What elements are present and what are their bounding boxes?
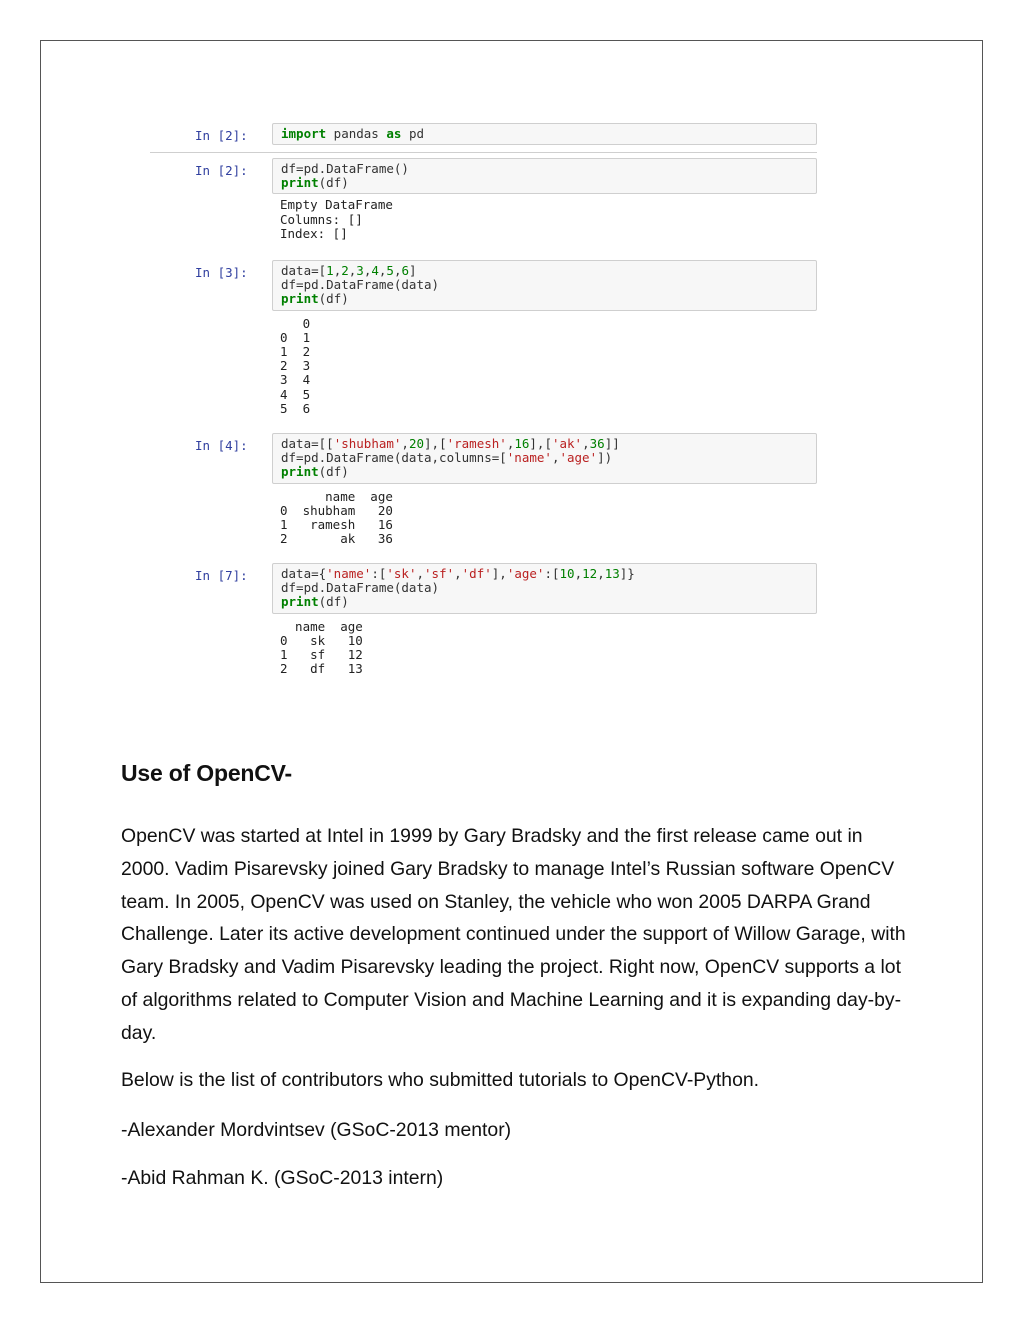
code-line (281, 176, 808, 190)
code-input (272, 260, 817, 311)
code-token: 'sf' (424, 566, 455, 581)
code-token: , (333, 263, 342, 278)
code-token: 20 (408, 436, 425, 451)
code-token: 'ak' (551, 436, 583, 451)
code-line (281, 292, 808, 306)
output-line: Empty DataFrame (280, 197, 393, 213)
output-line: 2 df 13 (280, 661, 363, 677)
code-token: df=pd.DataFrame(data) (281, 277, 440, 293)
code-token: 2 (341, 263, 349, 278)
code-line (281, 278, 808, 292)
code-line (281, 595, 808, 609)
code-token: 4 (371, 263, 379, 278)
code-token: :[ (371, 566, 387, 581)
code-token: , (597, 566, 605, 581)
code-token: , (454, 566, 462, 581)
output-line: 3 4 (280, 372, 311, 388)
code-token: 13 (604, 566, 620, 581)
code-token: , (416, 566, 425, 581)
page-border (40, 40, 983, 1283)
code-token: 'name' (326, 566, 372, 581)
code-token: , (401, 436, 409, 451)
output-line: 1 ramesh 16 (280, 517, 393, 532)
code-line (281, 465, 808, 479)
code-input (272, 563, 817, 614)
code-token: df=pd.DataFrame(data) (281, 580, 440, 596)
code-token: 'age' (559, 450, 598, 466)
code-token: print (281, 291, 319, 307)
output-line: 0 1 (280, 329, 311, 345)
output-line: 1 sf 12 (280, 647, 363, 662)
cell-prompt: In [3]: (195, 265, 248, 280)
code-token: pandas (326, 126, 387, 141)
contributor-item: -Alexander Mordvintsev (GSoC-2013 mentor) (121, 1119, 512, 1141)
code-token: (df) (318, 291, 349, 307)
output-line: 2 ak 36 (280, 531, 393, 547)
code-token: 3 (356, 263, 364, 278)
code-input (272, 123, 817, 145)
output-line: 4 5 (280, 386, 311, 402)
output-line: 1 2 (280, 344, 311, 359)
output-line: 0 sk 10 (280, 632, 363, 648)
output-line: name age (280, 618, 363, 634)
code-token: pd (401, 126, 425, 141)
code-line (281, 437, 808, 451)
code-token: 'name' (506, 450, 552, 466)
code-token: df=pd.DataFrame() (281, 161, 409, 176)
code-token: , (551, 450, 560, 466)
code-token: 36 (589, 436, 605, 451)
cell-prompt: In [4]: (195, 438, 248, 453)
body-paragraph: OpenCV was started at Intel in 1999 by Gary Bradsky and the first release came out in 2000. Vadim Pisarevsky joined Gary Bradsky to manage Intel’s Russian software OpenCV team. In 2005, OpenCV was used on Stanley, the vehicle who won 2005 DARPA Grand Challenge. Later its active development continued under the support of Willow Garage, with Gary Bradsky and Vadim Pisarevsky leading the project. Right now, OpenCV supports a lot of algorithms related to Computer Vision and Machine Learning and it is expanding day-by-day. (121, 825, 906, 1044)
code-token: ],[ (529, 436, 552, 451)
code-token: , (378, 263, 387, 278)
code-token: (df) (318, 175, 349, 191)
cell-output (280, 198, 393, 241)
output-line: Index: [] (280, 225, 348, 241)
code-line (281, 264, 808, 278)
code-token: , (363, 263, 372, 278)
code-line (281, 567, 808, 581)
code-token: 'shubham' (333, 436, 402, 451)
code-token: ], (491, 566, 507, 581)
code-input (272, 433, 817, 484)
code-line (281, 162, 808, 176)
section-heading: Use of OpenCV- (121, 760, 293, 786)
code-token: , (506, 436, 515, 451)
output-line: Columns: [] (280, 211, 363, 227)
cell-output (280, 317, 310, 416)
cell-prompt: In [7]: (195, 568, 248, 583)
code-token: 12 (582, 566, 598, 581)
output-line: 0 (280, 315, 311, 331)
code-token: (df) (318, 594, 349, 610)
code-token: 'sk' (386, 566, 417, 581)
code-token: 'df' (461, 566, 492, 581)
output-line: name age (280, 488, 393, 504)
code-token: 1 (326, 263, 334, 278)
code-token: print (281, 594, 319, 610)
code-token: ]} (619, 566, 635, 581)
code-token: , (393, 263, 402, 278)
cell-prompt: In [2]: (195, 128, 248, 143)
contributors-intro: Below is the list of contributors who submitted tutorials to OpenCV-Python. (121, 1069, 760, 1091)
code-token: print (281, 175, 319, 191)
code-line (281, 451, 808, 465)
code-token: 5 (386, 263, 394, 278)
code-token: ]) (597, 450, 613, 466)
code-line (281, 581, 808, 595)
code-token: data=[ (281, 263, 327, 278)
code-token: ] (409, 263, 417, 278)
code-token: , (348, 263, 357, 278)
code-token: as (386, 126, 402, 141)
cell-separator (150, 152, 817, 153)
code-token: ],[ (424, 436, 447, 451)
code-token: (df) (318, 464, 349, 480)
cell-prompt: In [2]: (195, 163, 248, 178)
code-token: df=pd.DataFrame(data,columns=[ (281, 450, 507, 466)
cell-output (280, 620, 363, 677)
code-token: , (574, 566, 583, 581)
code-token: data=[[ (281, 436, 334, 451)
contributor-item: -Abid Rahman K. (GSoC-2013 intern) (121, 1167, 444, 1189)
code-input (272, 158, 817, 194)
code-token: import (281, 126, 327, 141)
code-token: 10 (559, 566, 575, 581)
code-token: , (582, 436, 590, 451)
cell-output (280, 490, 393, 547)
code-token: 'age' (506, 566, 545, 581)
output-line: 0 shubham 20 (280, 502, 393, 518)
code-token: 'ramesh' (446, 436, 507, 451)
code-token: 16 (514, 436, 530, 451)
code-token: data={ (281, 566, 327, 581)
code-token: print (281, 464, 319, 480)
code-token: :[ (544, 566, 560, 581)
code-line (281, 127, 808, 141)
code-token: 6 (401, 263, 409, 278)
output-line: 5 6 (280, 400, 311, 416)
output-line: 2 3 (280, 358, 311, 374)
code-token: ]] (604, 436, 620, 451)
